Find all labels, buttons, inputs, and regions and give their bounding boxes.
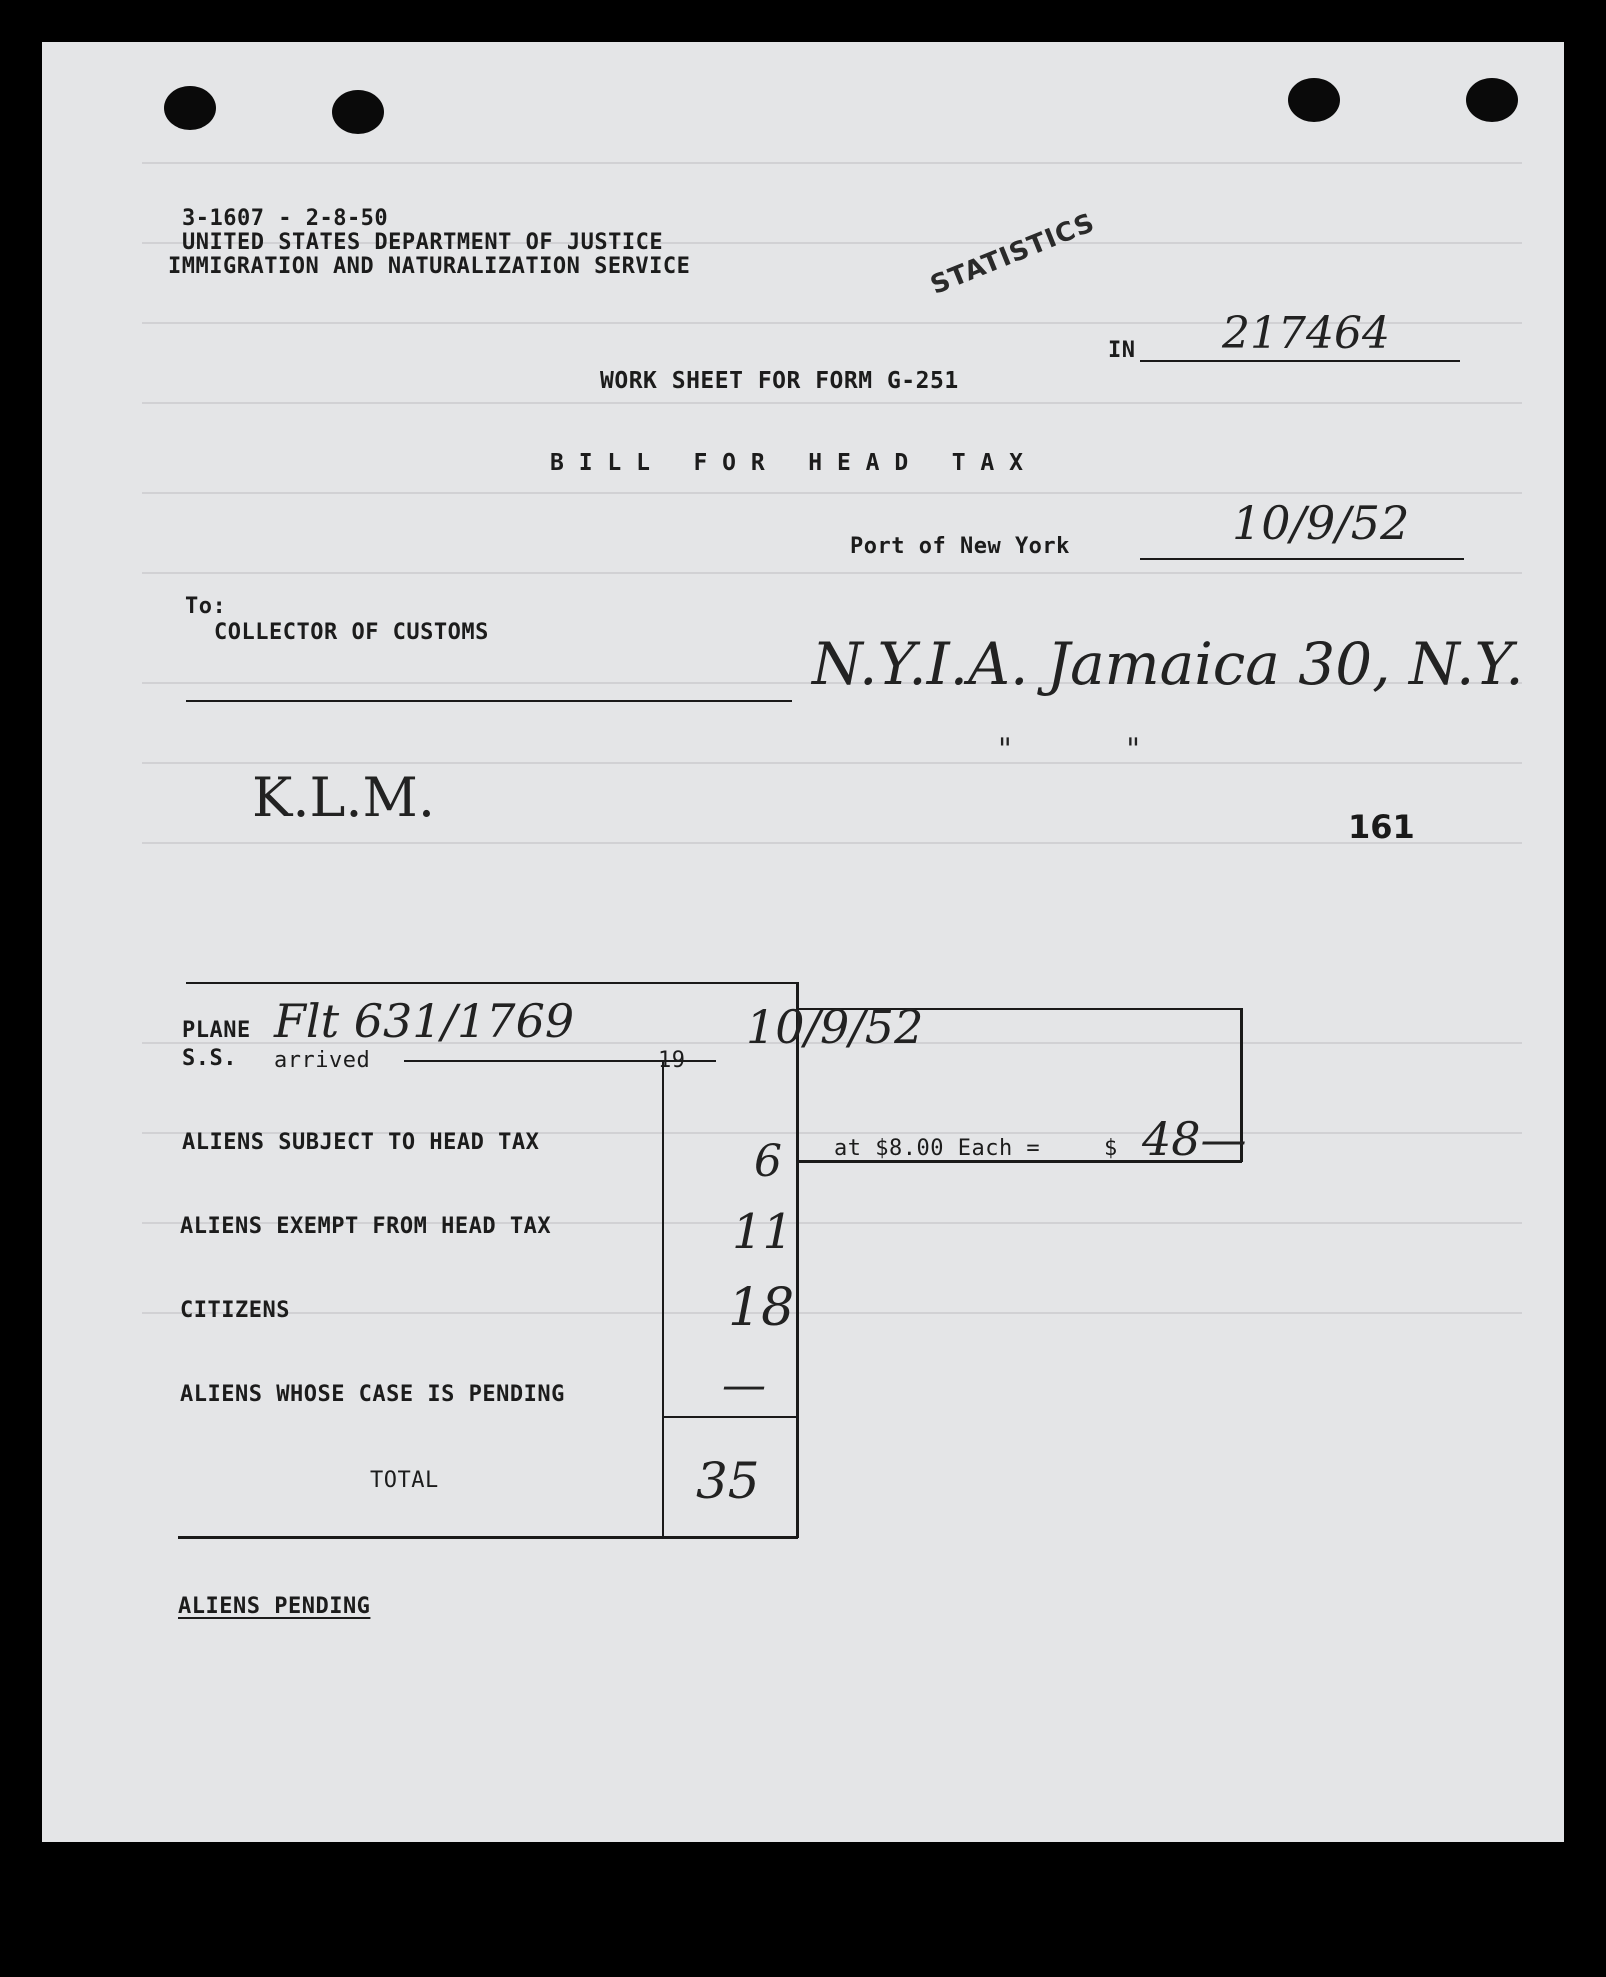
to-recipient: COLLECTOR OF CUSTOMS <box>214 620 489 645</box>
aliens-pending-label: ALIENS PENDING <box>178 1594 371 1619</box>
dollar-sign: $ <box>1104 1136 1118 1161</box>
punch-hole-icon <box>332 90 384 134</box>
page-number: 161 <box>1348 808 1415 846</box>
total-label: TOTAL <box>370 1468 439 1493</box>
row-label-subject: ALIENS SUBJECT TO HEAD TAX <box>182 1130 540 1155</box>
bill-title: B I L L F O R H E A D T A X <box>550 450 1024 476</box>
ditto-marks: " " <box>998 732 1141 767</box>
document-page <box>42 42 1564 1842</box>
to-label: To: <box>185 594 227 619</box>
punch-hole-icon <box>1288 78 1340 122</box>
arrived-label: arrived <box>274 1048 371 1073</box>
year-prefix: 19 <box>658 1048 686 1073</box>
arrival-date: 10/9/52 <box>746 1000 924 1054</box>
row-value-citizens: 18 <box>728 1278 795 1338</box>
department-name: UNITED STATES DEPARTMENT OF JUSTICE <box>182 230 664 255</box>
in-number: 217464 <box>1222 308 1390 359</box>
row-value-subject: 6 <box>754 1136 782 1187</box>
form-number: 3-1607 - 2-8-50 <box>182 206 389 231</box>
in-label: IN <box>1108 338 1136 363</box>
port-label: Port of New York <box>850 534 1070 559</box>
row-label-citizens: CITIZENS <box>180 1298 290 1323</box>
row-label-exempt: ALIENS EXEMPT FROM HEAD TAX <box>180 1214 552 1239</box>
punch-hole-icon <box>1466 78 1518 122</box>
tax-amount: 48— <box>1142 1112 1247 1166</box>
handwritten-location: N.Y.I.A. Jamaica 30, N.Y. <box>812 630 1524 698</box>
carrier-name: K.L.M. <box>252 766 435 829</box>
plane-label: PLANE <box>182 1018 251 1043</box>
row-value-exempt: 11 <box>732 1204 794 1260</box>
port-date: 10/9/52 <box>1232 496 1410 550</box>
service-name: IMMIGRATION AND NATURALIZATION SERVICE <box>168 254 691 279</box>
row-value-pending: — <box>722 1360 766 1411</box>
total-value: 35 <box>696 1452 760 1510</box>
row-label-pending: ALIENS WHOSE CASE IS PENDING <box>180 1382 565 1407</box>
flight-number: Flt 631/1769 <box>274 994 575 1048</box>
punch-hole-icon <box>164 86 216 130</box>
worksheet-title: WORK SHEET FOR FORM G-251 <box>600 368 959 394</box>
rate-text: at $8.00 Each = <box>834 1136 1041 1161</box>
ss-label: S.S. <box>182 1046 237 1071</box>
statistics-stamp: STATISTICS <box>926 207 1100 301</box>
